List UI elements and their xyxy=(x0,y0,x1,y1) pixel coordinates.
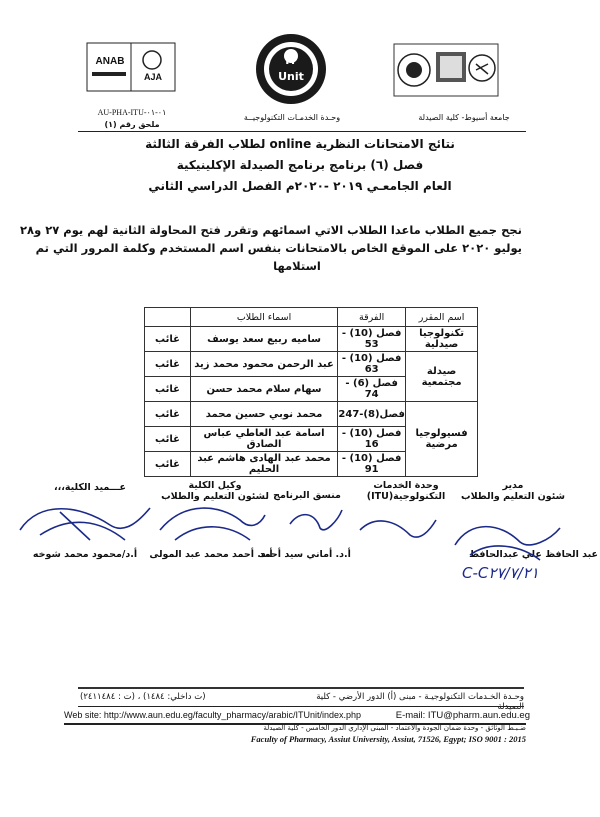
intro-line-3: استلامها xyxy=(273,259,321,273)
footer-address: وحـدة الخـدمات التكنولوجيـة - مبنى (أ) الدور الأرضي - كلية الصيدلة xyxy=(316,692,524,712)
it-logo-top-text: IT xyxy=(285,54,297,67)
itu-title-line-2: التكنولوجية(ITU) xyxy=(366,491,446,502)
student-name-cell: ساميه ربيع سعد يوسف xyxy=(190,327,337,352)
itu-title-line-1: وحدة الخدمات xyxy=(373,480,439,491)
status-cell: غائب xyxy=(145,352,191,377)
manager-title-line-1: مدير xyxy=(502,480,524,491)
status-cell: غائب xyxy=(145,427,191,452)
section-cell: فصل (10) - 16 xyxy=(338,427,406,452)
course-cell: صيدلة مجتمعية xyxy=(406,352,478,402)
course-cell: تكنولوجيا صيدلية xyxy=(406,327,478,352)
date-scrawl: C-C٢٧/٧/٢١ xyxy=(462,564,539,582)
student-name-cell: محمد عبد الهادى هاشم عبد الحليم xyxy=(190,452,337,477)
title-line-2: فصل (٦) برنامج برنامج الصيدلة الإكلينيكية xyxy=(176,158,424,172)
section-cell: فصل (6) - 74 xyxy=(338,377,406,402)
status-cell: غائب xyxy=(145,402,191,427)
manager-name: عبد الحافظ علي عبدالحافظ xyxy=(469,549,598,560)
aja-text: AJA xyxy=(143,72,162,82)
footer-email[interactable]: E-mail: ITU@pharm.aun.edu.eg xyxy=(395,710,530,721)
student-name-cell: سهام سلام محمد حسن xyxy=(190,377,337,402)
footer-divider-top xyxy=(78,687,524,689)
header-course: اسم المقرر xyxy=(406,308,478,327)
course-cell: فسيولوجيا مرضية xyxy=(406,402,478,477)
footer-phone: (ت داخلي: ١٤٨٤) ، (ت : ٢٤١١٤٨٤) xyxy=(80,692,206,702)
section-cell: فصل (10) - 91 xyxy=(338,452,406,477)
status-cell: غائب xyxy=(145,452,191,477)
footer-website[interactable]: Web site: http://www.aun.edu.eg/faculty_pharmacy/arabic/ITUnit/index.php xyxy=(64,710,361,720)
anab-text: ANAB xyxy=(95,56,125,67)
vice-dean-title-line-2: لشئون التعليم والطلاب xyxy=(161,491,269,502)
intro-line-1: نجح جميع الطلاب ماعدا الطلاب الاتي اسمائهم وتقرر فتح المحاولة الثانية لهم يوم ٢٧ و٢٨ xyxy=(20,223,522,237)
student-name-cell: عبد الرحمن محمود محمد زيد xyxy=(190,352,337,377)
section-cell: فصل (10) - 53 xyxy=(338,327,406,352)
title-line-3: العام الجامعـي ٢٠١٩ -٢٠٢٠م الفصل الدراسي الثاني xyxy=(148,179,452,193)
university-college: جامعة أسيوط- كلية الصيدلة xyxy=(418,113,510,122)
dean-name: أ.د/محمود محمد شوخه xyxy=(32,549,138,560)
section-cell: فصل(8)-247 xyxy=(338,402,406,427)
header-names: اسماء الطلاب xyxy=(190,308,337,327)
appendix-label: ملحق رقم (١) xyxy=(104,120,160,129)
status-cell: غائب xyxy=(145,327,191,352)
footer-divider-mid xyxy=(78,706,524,707)
coordinator-name: أ.د. أماني سيد أحمد xyxy=(259,549,351,560)
manager-title-line-2: شئون التعليم والطلاب xyxy=(461,491,565,502)
vice-dean-title-line-1: وكيل الكلية xyxy=(188,480,242,491)
unit-name: وحـدة الخدمـات التكنولوجيــة xyxy=(243,113,341,122)
header-section: الفرقة xyxy=(338,308,406,327)
footer-faculty-line: Faculty of Pharmacy, Assiut University, Assiut, 71526, Egypt; ISO 9001 : 2015 xyxy=(250,734,526,744)
coordinator-title: منسق البرنامج xyxy=(273,490,341,501)
vice-dean-name: أ.د. أحمد محمد عبد المولى xyxy=(149,549,273,560)
section-cell: فصل (10) - 63 xyxy=(338,352,406,377)
student-name-cell: اسامة عبد العاطي عباس الصادق xyxy=(190,427,337,452)
it-logo-bottom-text: Unit xyxy=(278,70,304,83)
status-cell: غائب xyxy=(145,377,191,402)
footer-docs-line: ضـبـط الوثائق - وحدة ضمان الجودة والاعتماد - المبنى الإداري الدور الخامس - كلية الصيدلة xyxy=(263,724,526,732)
doc-code: AU-PHA-ITU-٠١-٠١ xyxy=(97,108,167,117)
intro-line-2: يوليو ٢٠٢٠ على الموقع الخاص بالامتحانات بنفس اسم المستخدم وكلمة المرور التي تم xyxy=(35,241,522,255)
dean-title: عـــميد الكلية،،، xyxy=(54,482,126,493)
student-name-cell: محمد نوبي حسين محمد xyxy=(190,402,337,427)
title-line-1: نتائج الامتحانات النظرية online لطلاب الفرقة الثالثة xyxy=(145,137,455,151)
